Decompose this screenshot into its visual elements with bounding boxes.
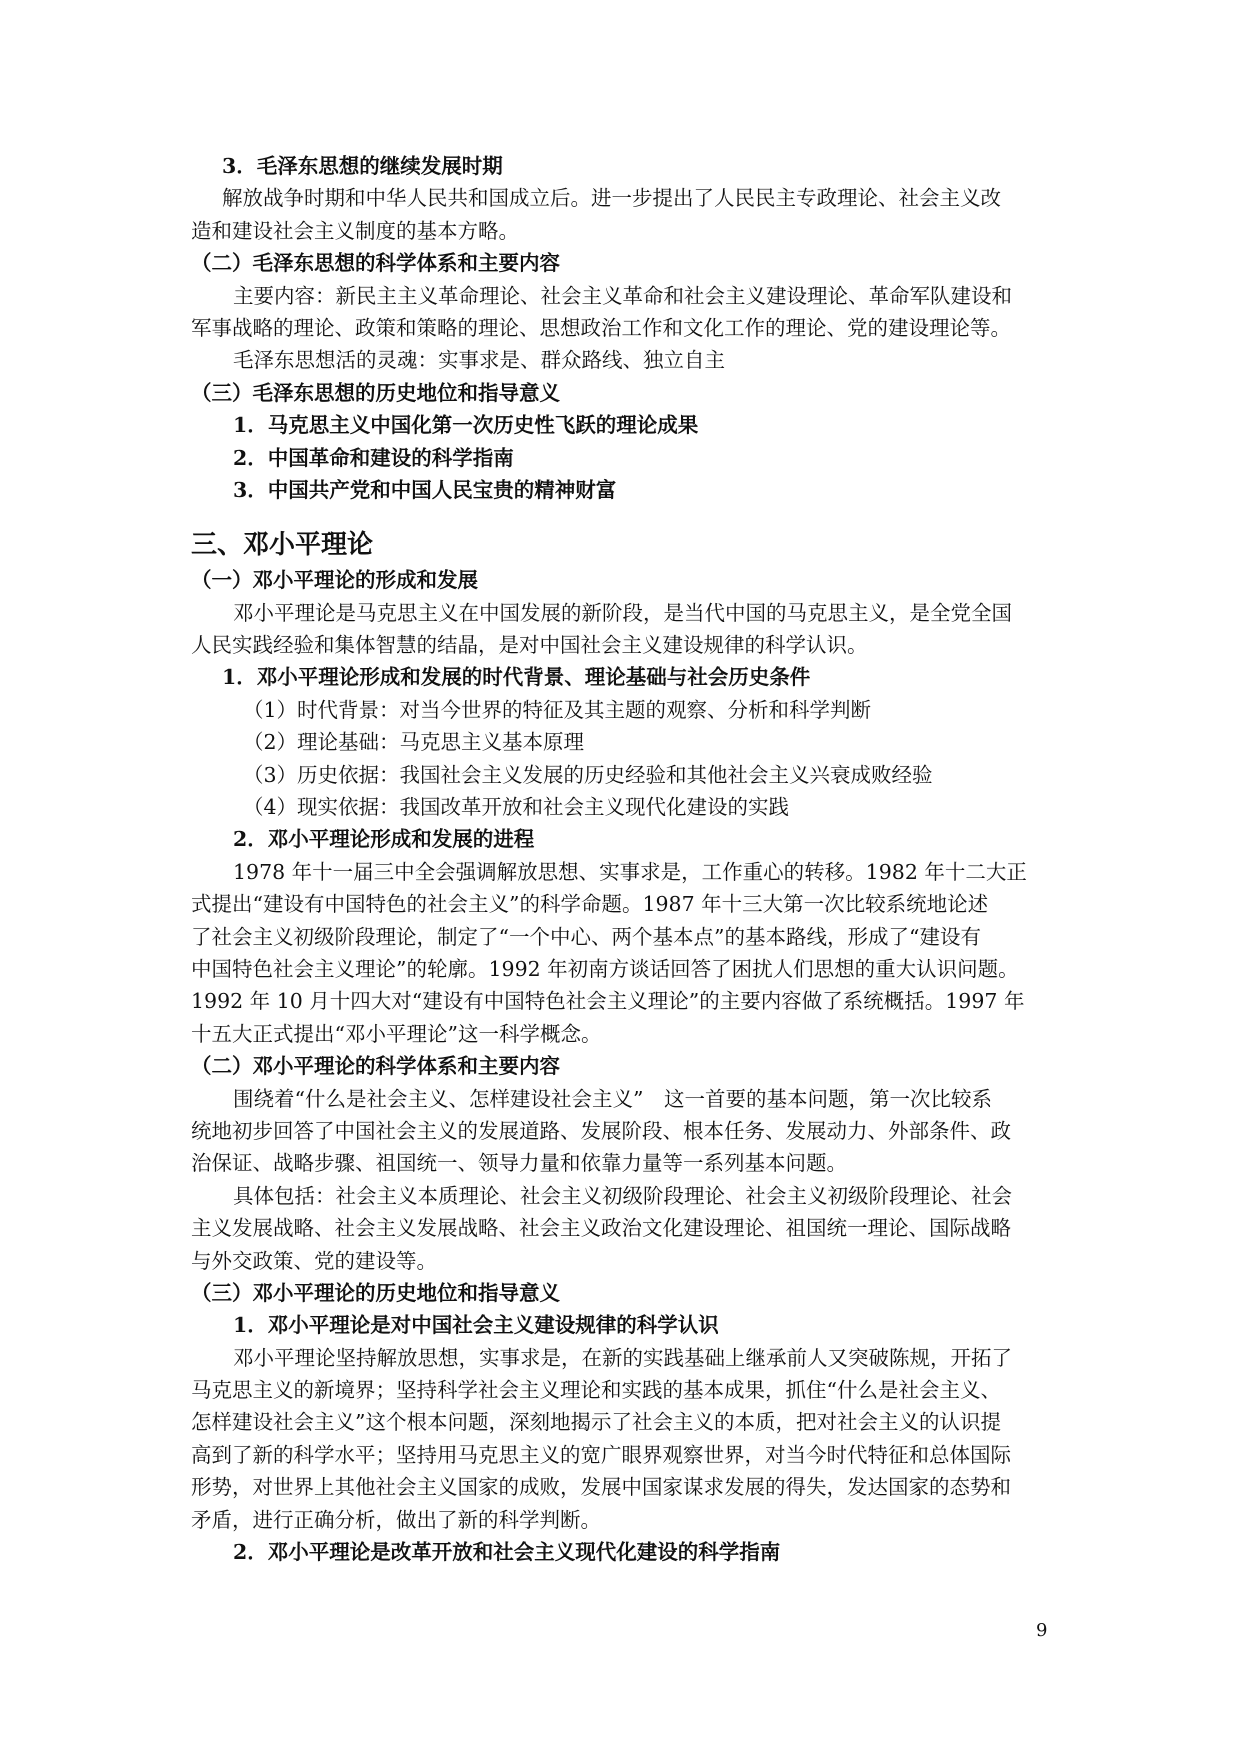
subheading: （二）邓小平理论的科学体系和主要内容 [191,1054,560,1079]
subheading: （三）毛泽东思想的历史地位和指导意义 [191,380,560,405]
paragraph-line: 式提出“建设有中国特色的社会主义”的科学命题。1987 年十三大第一次比较系统地论述 [191,892,989,917]
paragraph-line: 了社会主义初级阶段理论，制定了“一个中心、两个基本点”的基本路线，形成了“建设有 [191,924,981,949]
paragraph-line: 治保证、战略步骤、祖国统一、领导力量和依靠力量等一系列基本问题。 [191,1151,847,1176]
paragraph-line: 人民实践经验和集体智慧的结晶，是对中国社会主义建设规律的科学认识。 [191,633,868,658]
paragraph-line: 统地初步回答了中国社会主义的发展道路、发展阶段、根本任务、发展动力、外部条件、政 [191,1118,1011,1143]
paragraph-line: 军事战略的理论、政策和策略的理论、思想政治工作和文化工作的理论、党的建设理论等。 [191,315,1011,340]
paragraph-line: （3）历史依据：我国社会主义发展的历史经验和其他社会主义兴衰成败经验 [243,762,933,787]
paragraph-line: （4）现实依据：我国改革开放和社会主义现代化建设的实践 [243,795,790,820]
subheading: 2．中国革命和建设的科学指南 [233,445,514,470]
paragraph-line: 矛盾，进行正确分析，做出了新的科学判断。 [191,1507,601,1532]
subheading: 2．邓小平理论形成和发展的进程 [233,827,535,852]
paragraph-line: 1978 年十一届三中全会强调解放思想、实事求是，工作重心的转移。1982 年十二大正 [233,859,1027,884]
paragraph-line: 解放战争时期和中华人民共和国成立后。进一步提出了人民民主专政理论、社会主义改 [222,186,1001,211]
section-heading: 三、邓小平理论 [191,530,374,561]
paragraph-line: （1）时代背景：对当今世界的特征及其主题的观察、分析和科学判断 [243,697,872,722]
subheading: 1．邓小平理论是对中国社会主义建设规律的科学认识 [233,1313,719,1338]
subheading: （一）邓小平理论的形成和发展 [191,568,478,593]
subheading: 2．邓小平理论是改革开放和社会主义现代化建设的科学指南 [233,1540,781,1565]
paragraph-line: 与外交政策、党的建设等。 [191,1248,437,1273]
body-text [191,150,1053,1568]
subheading: 1．邓小平理论形成和发展的时代背景、理论基础与社会历史条件 [222,665,811,690]
paragraph-line: 形势，对世界上其他社会主义国家的成败，发展中国家谋求发展的得失，发达国家的态势和 [191,1475,1011,1500]
subheading: 1．马克思主义中国化第一次历史性飞跃的理论成果 [233,413,699,438]
paragraph-line: 十五大正式提出“邓小平理论”这一科学概念。 [191,1021,602,1046]
paragraph-line: 主要内容：新民主主义革命理论、社会主义革命和社会主义建设理论、革命军队建设和 [233,283,1012,308]
paragraph-line: 高到了新的科学水平；坚持用马克思主义的宽广眼界观察世界，对当今时代特征和总体国际 [191,1442,1011,1467]
paragraph-line: 造和建设社会主义制度的基本方略。 [191,218,519,243]
subheading: 3．中国共产党和中国人民宝贵的精神财富 [233,477,617,502]
paragraph-line: 围绕着“什么是社会主义、怎样建设社会主义” 这一首要的基本问题，第一次比较系 [233,1086,992,1111]
subheading: 3．毛泽东思想的继续发展时期 [222,154,503,178]
subheading: （二）毛泽东思想的科学体系和主要内容 [191,251,560,276]
page-number: 9 [1036,1620,1048,1641]
paragraph-line: （2）理论基础：马克思主义基本原理 [243,730,585,755]
paragraph-line: 中国特色社会主义理论”的轮廓。1992 年初南方谈话回答了困扰人们思想的重大认识问题。 [191,956,1019,981]
paragraph-line: 怎样建设社会主义”这个根本问题，深刻地揭示了社会主义的本质，把对社会主义的认识提 [191,1410,1001,1435]
paragraph-line: 主义发展战略、社会主义发展战略、社会主义政治文化建设理论、祖国统一理论、国际战略 [191,1216,1011,1241]
paragraph-line: 1992 年 10 月十四大对“建设有中国特色社会主义理论”的主要内容做了系统概括。1997 年 [191,989,1025,1014]
paragraph-line: 毛泽东思想活的灵魂：实事求是、群众路线、独立自主 [233,348,725,373]
paragraph-line: 具体包括：社会主义本质理论、社会主义初级阶段理论、社会主义初级阶段理论、社会 [233,1183,1012,1208]
paragraph-line: 马克思主义的新境界；坚持科学社会主义理论和实践的基本成果，抓住“什么是社会主义、 [191,1378,1001,1403]
paragraph-line: 邓小平理论是马克思主义在中国发展的新阶段，是当代中国的马克思主义，是全党全国 [233,600,1012,625]
paragraph-line: 邓小平理论坚持解放思想，实事求是，在新的实践基础上继承前人又突破陈规，开拓了 [233,1345,1012,1370]
subheading: （三）邓小平理论的历史地位和指导意义 [191,1280,560,1305]
